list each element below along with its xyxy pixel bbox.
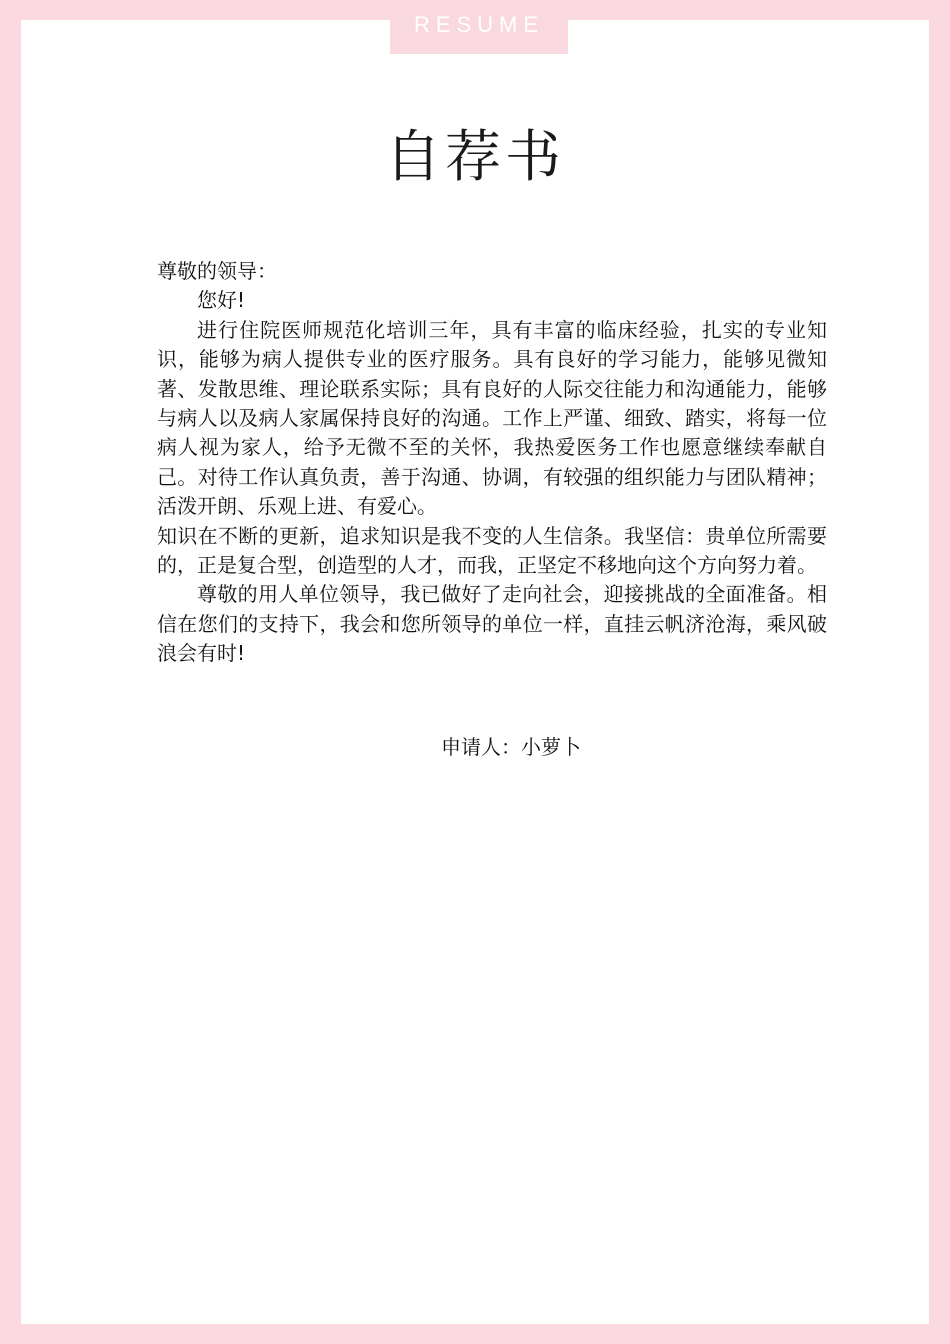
document-sheet bbox=[21, 20, 929, 1324]
greeting: 您好! bbox=[197, 288, 246, 313]
paragraph-2: 知识在不断的更新，追求知识是我不变的人生信条。我坚信：贵单位所需要的，正是复合型，创造型的人才，而我，正坚定不移地向这个方向努力着。 bbox=[157, 523, 827, 578]
signature: 申请人：小萝卜 bbox=[441, 735, 581, 759]
document-title: 自荐书 bbox=[385, 125, 565, 190]
letter-body bbox=[157, 257, 827, 669]
paragraph-1: 进行住院医师规范化培训三年，具有丰富的临床经验，扎实的专业知识，能够为病人提供专业的医疗服务。具有良好的学习能力，能够见微知著、发散思维、理论联系实际；具有良好的人际交往能力和沟通能力，能够与病人以及病人家属保持良好的沟通。工作上严谨、细致、踏实，将每一位病人视为家人，给予无微不至的关怀，我热爱医务工作也愿意继续奉献自己。对待工作认真负责，善于沟通、协调，有较强的组织能力与团队精神；活泼开朗、乐观上进、有爱心。 bbox=[157, 317, 827, 519]
salutation: 尊敬的领导： bbox=[157, 259, 277, 283]
paragraph-3: 尊敬的用人单位领导，我已做好了走向社会，迎接挑战的全面准备。相信在您们的支持下，我会和您所领导的单位一样，直挂云帆济沧海，乘风破浪会有时! bbox=[157, 582, 827, 666]
resume-tab-label: RESUME bbox=[413, 12, 545, 37]
